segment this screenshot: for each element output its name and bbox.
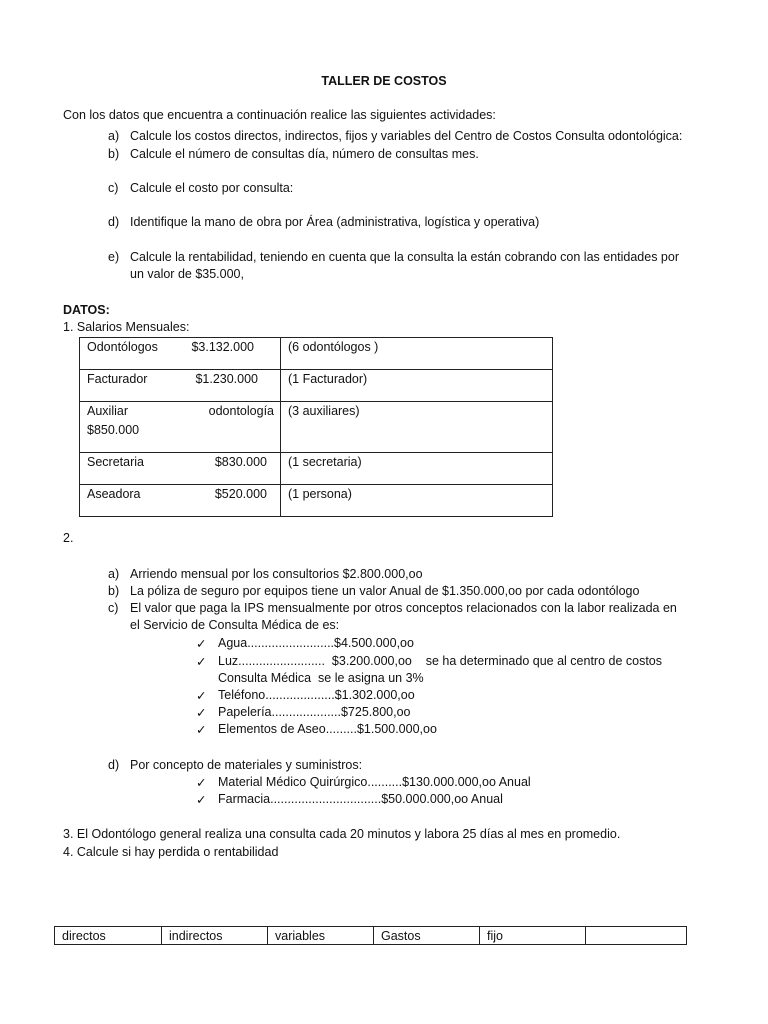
- checkmark-icon: ✓: [196, 776, 207, 790]
- activity-text-continued: un valor de $35.000,: [130, 267, 244, 281]
- activity-text: Calcule la rentabilidad, teniendo en cuenta que la consulta la están cobrando con las entidades por: [130, 250, 679, 264]
- summary-column-header: indirectos: [162, 927, 268, 945]
- table-row: [55, 927, 687, 945]
- salary-role-detail: odontología: [208, 404, 274, 418]
- table-row: [80, 453, 553, 485]
- activity-text: Calcule los costos directos, indirectos, fijos y variables del Centro de Costos Consulta odontológica:: [130, 129, 683, 143]
- section-2-letter: d): [108, 758, 120, 772]
- salary-count: (1 secretaria): [288, 455, 362, 469]
- expense-item: Papelería....................$725.800,oo: [218, 705, 411, 719]
- activity-text: Calcule el costo por consulta:: [130, 181, 294, 195]
- section-2-label: 2.: [63, 531, 74, 545]
- salary-amount: $830.000: [214, 455, 267, 469]
- salary-role: Secretaria: [87, 455, 144, 469]
- salary-role: Facturador: [87, 372, 148, 386]
- salaries-label: 1. Salarios Mensuales:: [63, 320, 190, 334]
- table-row: [80, 338, 553, 370]
- summary-column-header: [586, 927, 687, 945]
- salary-count: (6 odontólogos ): [288, 340, 379, 354]
- table-cell: [80, 485, 281, 517]
- activity-text: Calcule el número de consultas día, número de consultas mes.: [130, 147, 479, 161]
- expense-item: Agua.........................$4.500.000,oo: [218, 636, 414, 650]
- section-2-text-continued: el Servicio de Consulta Médica de es:: [130, 618, 340, 632]
- table-cell: [281, 402, 553, 453]
- salary-count: (3 auxiliares): [288, 404, 360, 418]
- checkmark-icon: ✓: [196, 793, 207, 807]
- activity-letter: e): [108, 250, 120, 264]
- section-2-letter: b): [108, 584, 120, 598]
- summary-column-header: variables: [268, 927, 374, 945]
- table-cell: [281, 370, 553, 402]
- table-cell: [281, 338, 553, 370]
- checkmark-icon: ✓: [196, 637, 207, 651]
- activity-letter: a): [108, 129, 120, 143]
- intro-text: Con los datos que encuentra a continuación realice las siguientes actividades:: [63, 108, 496, 122]
- expense-item: Elementos de Aseo.........$1.500.000,oo: [218, 722, 437, 736]
- table-cell: [80, 453, 281, 485]
- expense-item: Luz......................... $3.200.000,oo se ha determinado que al centro de costos: [218, 654, 663, 668]
- table-cell: [80, 402, 281, 453]
- salary-amount: $850.000: [87, 423, 140, 437]
- section-2-text: Por concepto de materiales y suministros:: [130, 758, 363, 772]
- checkmark-icon: ✓: [196, 706, 207, 720]
- summary-column-header: directos: [55, 927, 162, 945]
- salary-count: (1 persona): [288, 487, 352, 501]
- salary-role: Aseadora: [87, 487, 141, 501]
- activity-letter: d): [108, 215, 120, 229]
- table-cell: [80, 338, 281, 370]
- salary-amount: $520.000: [214, 487, 267, 501]
- page-title: TALLER DE COSTOS: [321, 74, 447, 88]
- checkmark-icon: ✓: [196, 655, 207, 669]
- activity-letter: b): [108, 147, 120, 161]
- salary-count: (1 Facturador): [288, 372, 368, 386]
- section-2-letter: c): [108, 601, 119, 615]
- section-2-text: Arriendo mensual por los consultorios $2.800.000,oo: [130, 567, 423, 581]
- salary-amount: $1.230.000: [195, 372, 258, 386]
- section-2-text: El valor que paga la IPS mensualmente por otros conceptos relacionados con la labor realizada en: [130, 601, 677, 615]
- salary-role: Auxiliar: [87, 404, 128, 418]
- section-2-letter: a): [108, 567, 120, 581]
- section-2-text: La póliza de seguro por equipos tiene un valor Anual de $1.350.000,oo por cada odontólogo: [130, 584, 640, 598]
- checkmark-icon: ✓: [196, 689, 207, 703]
- table-cell: [281, 485, 553, 517]
- salaries-table: [79, 337, 553, 517]
- material-item: Material Médico Quirúrgico..........$130.000.000,oo Anual: [218, 775, 531, 789]
- datos-heading: DATOS:: [63, 303, 110, 317]
- checkmark-icon: ✓: [196, 723, 207, 737]
- material-item: Farmacia................................$50.000.000,oo Anual: [218, 792, 503, 806]
- table-cell: [281, 453, 553, 485]
- item-3-text: 3. El Odontólogo general realiza una consulta cada 20 minutos y labora 25 días al mes en promedio.: [63, 827, 621, 841]
- table-row: [80, 485, 553, 517]
- table-row: [80, 402, 553, 453]
- summary-column-header: Gastos: [374, 927, 480, 945]
- item-4-text: 4. Calcule si hay perdida o rentabilidad: [63, 845, 279, 859]
- salary-amount: $3.132.000: [191, 340, 254, 354]
- salary-role: Odontólogos: [87, 340, 158, 354]
- activity-letter: c): [108, 181, 119, 195]
- table-row: [80, 370, 553, 402]
- expense-item-continued: Consulta Médica se le asigna un 3%: [218, 671, 424, 685]
- activity-text: Identifique la mano de obra por Área (administrativa, logística y operativa): [130, 215, 540, 229]
- table-cell: [80, 370, 281, 402]
- summary-column-header: fijo: [480, 927, 586, 945]
- expense-item: Teléfono....................$1.302.000,oo: [218, 688, 415, 702]
- cost-summary-table: [54, 926, 687, 945]
